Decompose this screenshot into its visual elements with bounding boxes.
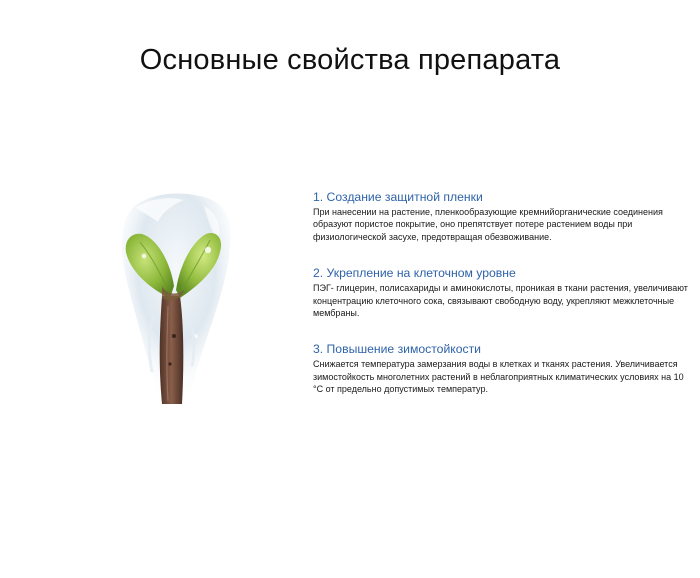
property-text: ПЭГ- глицерин, полисахариды и аминокислоты, проникая в ткани растения, увеличивают концентрацию клеточного сока, связывают свободную воду, укрепляют межклеточные мембраны.: [313, 283, 688, 319]
frozen-bud-icon: [100, 186, 250, 406]
property-text: При нанесении на растение, пленкообразующие кремнийорганические соединения образуют пористое покрытие, оно препятствует потере растением воды при физиологической засухе, предотвращая обезвоживание.: [313, 207, 663, 242]
property-heading: 1. Создание защитной пленки: [313, 190, 483, 204]
property-heading: 2. Укрепление на клеточном уровне: [313, 266, 516, 281]
property-item: [313, 342, 693, 395]
page-title: Основные свойства препарата: [139, 44, 561, 76]
properties-list: [313, 190, 693, 419]
property-heading: 3. Повышение зимостойкости: [313, 342, 481, 357]
property-item: [313, 190, 693, 243]
property-item: [313, 266, 693, 319]
property-text: Снижается температура замерзания воды в клетках и тканях растения. Увеличивается зимостойкость многолетних растений в неблагоприятных климатических условиях на 10 °С от предельно допустимых температур.: [313, 359, 684, 395]
